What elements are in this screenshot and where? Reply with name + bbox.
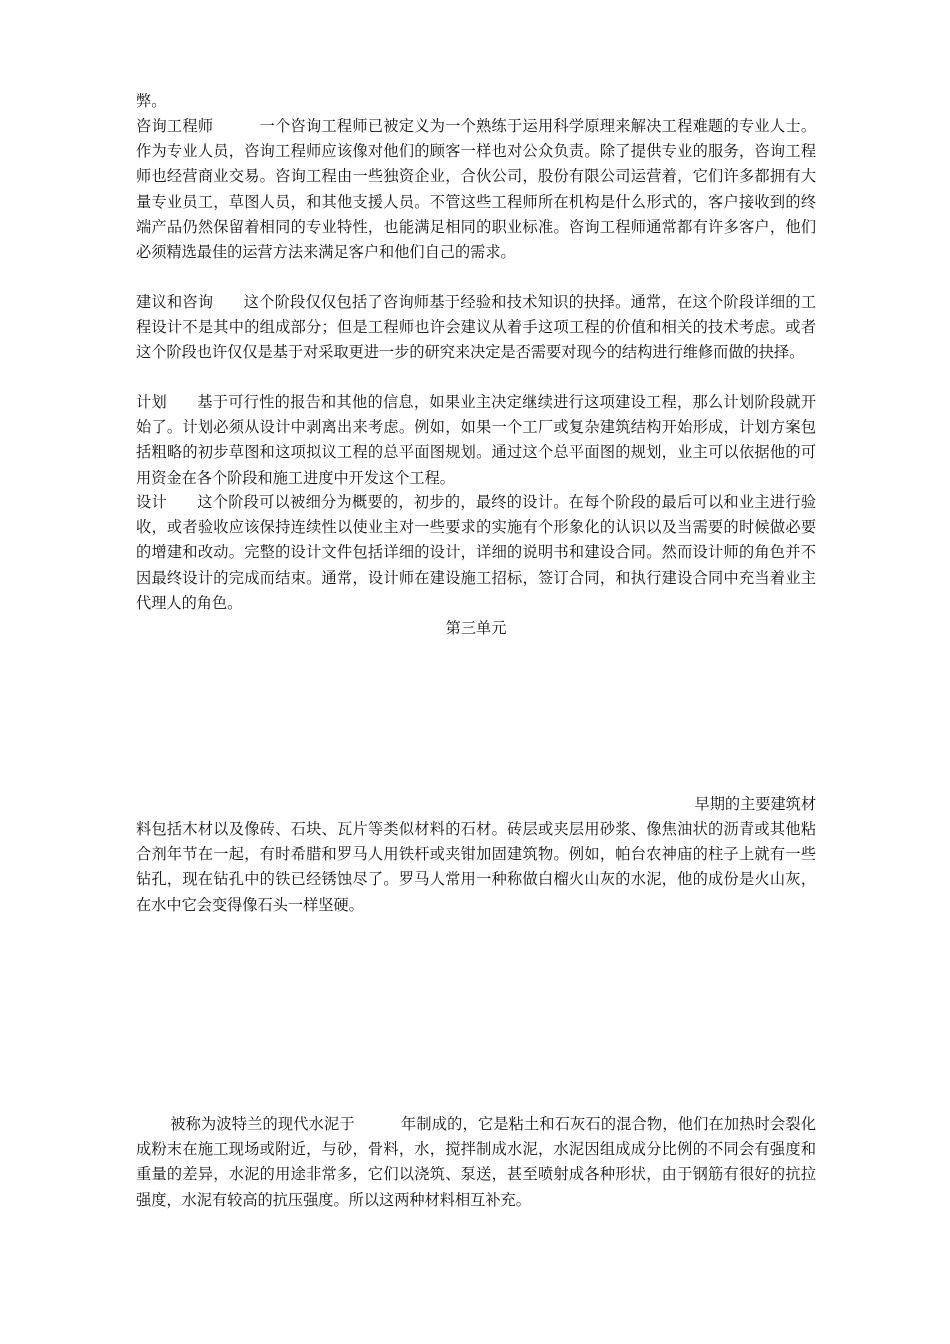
cement-text-part1: 被称为波特兰的现代水泥于: [170, 1115, 355, 1133]
section-design: [136, 490, 816, 616]
section-advice-consulting: [136, 290, 816, 366]
unit-title: 第三单元: [445, 619, 507, 637]
materials-first-line: 早期的主要建筑材: [694, 795, 816, 813]
section-consulting-engineer: [136, 114, 816, 265]
section-body: 这个阶段仅仅包括了咨询师基于经验和技术知识的抉择。通常，在这个阶段详细的工程设计不是其中的组成部分；但是工程师也许会建议从着手这项工程的价值和相关的技术考虑。或者这个阶段也许仅仅是基于对采取更进一步的研究来决定是否需要对现今的结构进行维修而做的抉择。: [136, 293, 817, 362]
section-body: 一个咨询工程师已被定义为一个熟练于运用科学原理来解决工程难题的专业人士。作为专业人员，咨询工程师应该像对他们的顾客一样也对公众负责。除了提供专业的服务，咨询工程师也经营商业交易。咨询工程由一些独资企业，合伙公司，股份有限公司运营着，它们许多都拥有大量专业员工，草图人员，和其他支援人员。不管这些工程师所在机构是什么形式的，客户接收到的终端产品仍然保留着相同的专业特性，也能满足相同的职业标准。咨询工程师通常都有许多客户，他们必须精选最佳的运营方法来满足客户和他们自己的需求。: [136, 117, 817, 262]
section-heading: 设计: [136, 493, 167, 511]
section-heading: 咨询工程师: [136, 117, 214, 135]
materials-text: 料包括木材以及像砖、石块、瓦片等类似材料的石材。砖层或夹层用砂浆、像焦油状的沥青或其他粘合剂年节在一起，有时希腊和罗马人用铁杆或夹钳加固建筑物。例如，帕台农神庙的柱子上就有一些钻孔，现在钻孔中的铁已经锈蚀尽了。罗马人常用一种称做白榴火山灰的水泥，他的成份是火山灰，在水中它会变得像石头一样坚硬。: [136, 820, 816, 914]
materials-paragraph: [136, 817, 816, 918]
cement-text-part2: 年制成的，它是粘土和石灰石的混合物，他们在加热时会裂化成粉末在施工现场或附近，与砂，骨料，水，搅拌制成水泥，水泥因组成成分比例的不同会有强度和重量的差异，水泥的用途非常多，它们以浇筑、泵送，甚至喷射成各种形状，由于钢筋有很好的抗拉强度，水泥有较高的抗压强度。所以这两种材料相互补充。: [136, 1115, 817, 1209]
fragment-text: 弊。: [136, 92, 167, 110]
cement-paragraph: [136, 1112, 816, 1213]
section-body: 这个阶段可以被细分为概要的，初步的，最终的设计。在每个阶段的最后可以和业主进行验收，或者验收应该保持连续性以使业主对一些要求的实施有个形象化的认识以及当需要的时候做必要的增建和改动。完整的设计文件包括详细的设计，详细的说明书和建设合同。然而设计师的角色并不因最终设计的完成而结束。通常，设计师在建设施工招标，签订合同，和执行建设合同中充当着业主代理人的角色。: [136, 493, 817, 612]
section-heading: 建议和咨询: [136, 293, 214, 311]
section-body: 基于可行性的报告和其他的信息，如果业主决定继续进行这项建设工程，那么计划阶段就开始了。计划必须从设计中剥离出来考虑。例如，如果一个工厂或复杂建筑结构开始形成，计划方案包括粗略的初步草图和这项拟议工程的总平面图规划。通过这个总平面图的规划，业主可以依据他的可用资金在各个阶段和施工进度中开发这个工程。: [136, 393, 817, 487]
section-heading: 计划: [136, 393, 167, 411]
section-planning: [136, 390, 816, 491]
text-fragment-top: [136, 89, 816, 114]
